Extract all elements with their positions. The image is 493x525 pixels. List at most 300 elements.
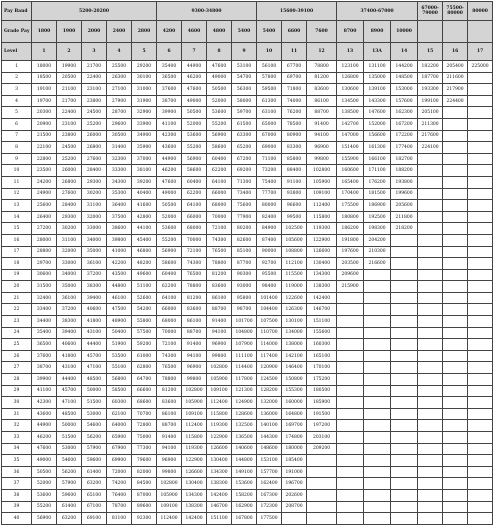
table-cell: 34000: [57, 269, 82, 281]
table-cell: 62200: [207, 165, 232, 177]
table-cell: 209200: [307, 443, 337, 455]
table-cell: [307, 501, 337, 513]
table-cell: 196700: [282, 478, 307, 490]
table-cell: 37500: [107, 211, 132, 223]
table-cell: [418, 165, 443, 177]
table-cell: [282, 513, 307, 525]
table-cell: [418, 211, 443, 223]
table-cell: 54700: [232, 72, 257, 84]
table-cell: 77900: [232, 211, 257, 223]
table-cell: 40600: [82, 304, 107, 316]
table-cell: 126600: [207, 443, 232, 455]
table-cell: 29600: [107, 118, 132, 130]
table-cell: [418, 200, 443, 212]
table-cell: 114000: [257, 339, 282, 351]
row-index-cell: 2: [2, 72, 32, 84]
table-cell: [468, 489, 493, 501]
table-cell: [443, 234, 468, 246]
table-cell: [443, 397, 468, 409]
table-cell: [364, 455, 391, 467]
table-cell: 136500: [232, 432, 257, 444]
pay-band-cell: 80000: [468, 2, 493, 21]
table-cell: 114400: [232, 362, 257, 374]
table-cell: 64100: [207, 176, 232, 188]
table-cell: 55100: [107, 362, 132, 374]
table-cell: [364, 501, 391, 513]
table-cell: 170400: [337, 188, 364, 200]
table-cell: 56900: [182, 153, 207, 165]
table-cell: [418, 362, 443, 374]
table-row: [2, 130, 493, 142]
table-cell: 58600: [157, 258, 182, 270]
table-cell: 188200: [391, 165, 418, 177]
pay-matrix-table: [1, 1, 493, 525]
pay-matrix-body: [2, 61, 493, 525]
level-cell: 3: [82, 43, 107, 61]
table-cell: 83600: [207, 281, 232, 293]
table-cell: 46200: [182, 72, 207, 84]
table-cell: 53600: [157, 223, 182, 235]
table-cell: [468, 165, 493, 177]
level-cell: 6: [157, 43, 182, 61]
table-cell: 56100: [257, 61, 282, 73]
table-cell: 93000: [232, 281, 257, 293]
table-cell: 83600: [182, 304, 207, 316]
table-cell: 92700: [257, 258, 282, 270]
table-cell: 36500: [157, 72, 182, 84]
table-cell: [418, 374, 443, 386]
table-cell: 172200: [391, 130, 418, 142]
table-cell: 44400: [57, 374, 82, 386]
table-cell: 51100: [132, 281, 157, 293]
table-cell: 191000: [282, 466, 307, 478]
table-row: [2, 200, 493, 212]
table-cell: 53500: [107, 350, 132, 362]
table-cell: 52000: [182, 118, 207, 130]
table-cell: 61500: [232, 118, 257, 130]
row-index-cell: 36: [2, 466, 32, 478]
table-cell: 130100: [282, 316, 307, 328]
table-cell: 65200: [232, 142, 257, 154]
table-cell: 175500: [337, 200, 364, 212]
table-cell: 187700: [418, 72, 443, 84]
table-cell: 44900: [157, 153, 182, 165]
table-cell: 142400: [182, 513, 207, 525]
table-row: [2, 397, 493, 409]
table-cell: 75400: [257, 176, 282, 188]
level-cell: 13: [337, 43, 364, 61]
table-cell: [337, 501, 364, 513]
table-cell: 50500: [207, 84, 232, 96]
table-cell: 139100: [364, 84, 391, 96]
table-cell: 98400: [257, 281, 282, 293]
table-cell: 102800: [182, 385, 207, 397]
row-index-cell: 40: [2, 513, 32, 525]
table-row: [2, 142, 493, 154]
table-cell: [418, 350, 443, 362]
table-cell: [443, 455, 468, 467]
table-cell: 84500: [132, 478, 157, 490]
table-cell: 160000: [282, 397, 307, 409]
table-cell: 63100: [257, 107, 282, 119]
table-cell: 94100: [182, 350, 207, 362]
table-cell: 69900: [107, 455, 132, 467]
table-cell: 115500: [282, 269, 307, 281]
grade-pay-label: Grade Pay: [2, 21, 32, 43]
table-cell: 59600: [82, 455, 107, 467]
table-cell: 76500: [157, 362, 182, 374]
table-row: [2, 269, 493, 281]
table-cell: 177500: [257, 513, 282, 525]
table-cell: 40400: [132, 188, 157, 200]
row-index-cell: 26: [2, 350, 32, 362]
table-cell: 88700: [157, 420, 182, 432]
table-cell: 60300: [107, 397, 132, 409]
table-cell: [443, 432, 468, 444]
table-cell: 165100: [307, 350, 337, 362]
table-cell: [468, 72, 493, 84]
table-cell: 155600: [307, 327, 337, 339]
table-cell: 71100: [257, 153, 282, 165]
table-cell: 157700: [257, 466, 282, 478]
table-cell: 99500: [282, 211, 307, 223]
table-cell: 88700: [307, 107, 337, 119]
table-cell: 74300: [157, 350, 182, 362]
table-cell: 211600: [443, 72, 468, 84]
table-cell: 61300: [257, 95, 282, 107]
table-cell: 170100: [307, 362, 337, 374]
table-cell: 135000: [364, 72, 391, 84]
table-cell: 104400: [257, 304, 282, 316]
table-cell: [468, 339, 493, 351]
table-cell: 217600: [418, 130, 443, 142]
table-cell: [443, 165, 468, 177]
table-cell: 115800: [307, 211, 337, 223]
table-cell: 34300: [107, 176, 132, 188]
table-cell: 45700: [82, 350, 107, 362]
level-cell: 1: [32, 43, 57, 61]
table-cell: 38300: [57, 316, 82, 328]
table-cell: 42200: [107, 258, 132, 270]
table-cell: 191500: [307, 408, 337, 420]
table-cell: 79600: [132, 455, 157, 467]
table-cell: 33300: [107, 165, 132, 177]
table-cell: 37200: [57, 304, 82, 316]
table-cell: 176200: [364, 176, 391, 188]
table-cell: 174800: [282, 432, 307, 444]
level-cell: 11: [282, 43, 307, 61]
table-cell: [391, 327, 418, 339]
table-row: [2, 211, 493, 223]
table-row: [2, 292, 493, 304]
table-cell: 34400: [32, 316, 57, 328]
table-cell: 46100: [107, 292, 132, 304]
table-cell: [468, 118, 493, 130]
table-cell: 18500: [32, 72, 57, 84]
table-cell: 42300: [32, 397, 57, 409]
table-cell: [364, 304, 391, 316]
table-cell: 32000: [82, 211, 107, 223]
table-cell: 31500: [32, 281, 57, 293]
table-cell: 156600: [364, 130, 391, 142]
table-cell: 23500: [32, 165, 57, 177]
table-cell: 119300: [307, 223, 337, 235]
table-cell: 19900: [57, 61, 82, 73]
table-cell: 109100: [157, 501, 182, 513]
table-cell: [468, 316, 493, 328]
table-row: [2, 350, 493, 362]
table-row: [2, 258, 493, 270]
table-cell: 62800: [132, 362, 157, 374]
table-cell: 81200: [207, 269, 232, 281]
table-cell: [468, 420, 493, 432]
table-cell: 31900: [132, 95, 157, 107]
table-cell: [307, 478, 337, 490]
row-index-cell: 3: [2, 84, 32, 96]
table-cell: 82600: [232, 234, 257, 246]
table-cell: 85100: [232, 246, 257, 258]
table-cell: 24500: [57, 142, 82, 154]
table-cell: 71800: [282, 84, 307, 96]
table-cell: 171100: [364, 165, 391, 177]
table-cell: 67000: [257, 130, 282, 142]
grade-pay-cell: [443, 21, 468, 43]
table-cell: 102800: [157, 478, 182, 490]
table-cell: 78800: [182, 281, 207, 293]
table-cell: 177400: [391, 142, 418, 154]
level-cell: 16: [443, 43, 468, 61]
table-cell: 155900: [337, 153, 364, 165]
table-cell: 54200: [132, 304, 157, 316]
table-cell: 47600: [157, 176, 182, 188]
level-cell: 12: [307, 43, 337, 61]
table-cell: [364, 339, 391, 351]
grade-pay-cell: 2800: [132, 21, 157, 43]
table-cell: [337, 432, 364, 444]
table-cell: 75000: [132, 432, 157, 444]
table-row: [2, 455, 493, 467]
table-cell: 90000: [257, 246, 282, 258]
table-cell: [337, 466, 364, 478]
table-cell: 67100: [82, 501, 107, 513]
table-cell: 160300: [307, 339, 337, 351]
table-cell: 140100: [257, 420, 282, 432]
table-cell: 33400: [32, 304, 57, 316]
table-cell: 95800: [232, 292, 257, 304]
table-cell: 64100: [157, 292, 182, 304]
row-index-cell: 29: [2, 385, 32, 397]
table-cell: 99800: [307, 153, 337, 165]
table-cell: 124900: [232, 397, 257, 409]
table-cell: 71300: [232, 176, 257, 188]
table-cell: 64700: [132, 374, 157, 386]
table-cell: 60400: [182, 176, 207, 188]
table-cell: [391, 385, 418, 397]
table-row: [2, 165, 493, 177]
row-index-cell: 35: [2, 455, 32, 467]
table-cell: 198300: [364, 223, 391, 235]
table-cell: 48500: [82, 374, 107, 386]
table-cell: 109100: [307, 188, 337, 200]
table-cell: 73200: [257, 165, 282, 177]
table-cell: [443, 513, 468, 525]
table-cell: 199100: [418, 95, 443, 107]
pay-band-cell: 15600-39100: [257, 2, 337, 21]
level-cell: 5: [132, 43, 157, 61]
row-index-cell: 19: [2, 269, 32, 281]
table-cell: [391, 258, 418, 270]
table-cell: 94100: [157, 443, 182, 455]
row-index-cell: 8: [2, 142, 32, 154]
table-cell: [337, 292, 364, 304]
level-cell: 13A: [364, 43, 391, 61]
table-cell: [418, 397, 443, 409]
table-cell: [468, 223, 493, 235]
table-cell: 152000: [364, 118, 391, 130]
table-cell: 51900: [107, 339, 132, 351]
table-cell: 86100: [182, 316, 207, 328]
table-row: [2, 153, 493, 165]
table-cell: 47600: [32, 443, 57, 455]
table-cell: 86100: [157, 408, 182, 420]
table-cell: 77700: [257, 188, 282, 200]
table-cell: 27100: [107, 84, 132, 96]
table-cell: 23100: [57, 118, 82, 130]
table-cell: 47100: [82, 362, 107, 374]
table-cell: 105600: [282, 234, 307, 246]
table-cell: [364, 316, 391, 328]
table-cell: 29300: [82, 176, 107, 188]
grade-pay-cell: 4200: [157, 21, 182, 43]
table-cell: [337, 304, 364, 316]
table-cell: 144200: [391, 61, 418, 73]
table-cell: 132000: [257, 397, 282, 409]
table-cell: 26300: [107, 72, 132, 84]
table-cell: 49600: [132, 269, 157, 281]
table-cell: 182700: [391, 153, 418, 165]
table-cell: 160600: [337, 165, 364, 177]
table-cell: [443, 374, 468, 386]
table-cell: [337, 374, 364, 386]
table-cell: [468, 455, 493, 467]
table-cell: 153000: [391, 84, 418, 96]
table-cell: 149100: [232, 466, 257, 478]
table-cell: 40600: [57, 339, 82, 351]
table-cell: 70700: [132, 408, 157, 420]
table-cell: 53000: [82, 408, 107, 420]
table-cell: 21700: [57, 95, 82, 107]
table-row: [2, 478, 493, 490]
grade-pay-cell: 8900: [364, 21, 391, 43]
pay-band-cell: 9300-34800: [157, 2, 257, 21]
table-cell: [443, 258, 468, 270]
table-cell: 47500: [107, 304, 132, 316]
table-cell: [391, 246, 418, 258]
row-index-cell: 30: [2, 397, 32, 409]
table-cell: 186200: [337, 223, 364, 235]
table-cell: 126600: [307, 246, 337, 258]
table-cell: 98700: [232, 304, 257, 316]
table-cell: 69100: [82, 513, 107, 525]
table-cell: 209600: [337, 269, 364, 281]
table-cell: 78500: [282, 118, 307, 130]
table-cell: 211300: [418, 118, 443, 130]
row-index-cell: 15: [2, 223, 32, 235]
table-cell: 60400: [207, 153, 232, 165]
table-cell: 74300: [182, 258, 207, 270]
table-cell: 37200: [82, 269, 107, 281]
table-cell: 96900: [157, 455, 182, 467]
table-cell: [364, 362, 391, 374]
table-cell: 87700: [232, 258, 257, 270]
table-cell: 180500: [307, 385, 337, 397]
table-row: [2, 118, 493, 130]
table-cell: 192500: [364, 211, 391, 223]
table-cell: 70000: [207, 211, 232, 223]
table-cell: 90300: [232, 269, 257, 281]
table-cell: 109100: [182, 408, 207, 420]
table-cell: 91400: [157, 432, 182, 444]
row-index-cell: 23: [2, 316, 32, 328]
table-cell: 112400: [207, 397, 232, 409]
table-cell: 20500: [57, 72, 82, 84]
table-cell: [468, 269, 493, 281]
table-cell: 55200: [32, 501, 57, 513]
table-cell: 27900: [107, 95, 132, 107]
table-cell: 37600: [157, 84, 182, 96]
table-cell: 155300: [282, 385, 307, 397]
table-cell: 130600: [337, 84, 364, 96]
table-cell: 45400: [132, 234, 157, 246]
table-cell: 25500: [107, 61, 132, 73]
table-row: [2, 466, 493, 478]
table-cell: 197200: [307, 420, 337, 432]
table-cell: 225000: [468, 61, 493, 73]
table-cell: 153600: [232, 478, 257, 490]
table-cell: 101400: [257, 292, 282, 304]
table-cell: 126600: [182, 466, 207, 478]
grade-pay-cell: 5400: [232, 21, 257, 43]
table-cell: [364, 374, 391, 386]
row-index-cell: 38: [2, 489, 32, 501]
table-cell: 29300: [57, 211, 82, 223]
table-cell: [391, 420, 418, 432]
table-cell: 76500: [207, 246, 232, 258]
table-cell: 28400: [82, 165, 107, 177]
table-cell: 86100: [307, 95, 337, 107]
table-cell: [364, 513, 391, 525]
table-cell: 30100: [132, 72, 157, 84]
table-cell: [443, 327, 468, 339]
table-cell: 78700: [107, 501, 132, 513]
row-index-cell: 37: [2, 478, 32, 490]
table-cell: 67700: [282, 61, 307, 73]
table-cell: 68600: [132, 397, 157, 409]
table-cell: 99800: [207, 350, 232, 362]
table-cell: 81200: [307, 72, 337, 84]
table-cell: 41800: [82, 316, 107, 328]
table-cell: 112400: [157, 513, 182, 525]
table-cell: [337, 339, 364, 351]
table-cell: 35000: [82, 246, 107, 258]
table-cell: [391, 281, 418, 293]
table-cell: 138300: [307, 281, 337, 293]
table-cell: [391, 489, 418, 501]
level-cell: 10: [257, 43, 282, 61]
table-cell: [307, 489, 337, 501]
table-cell: 126300: [282, 304, 307, 316]
table-cell: 117400: [257, 350, 282, 362]
